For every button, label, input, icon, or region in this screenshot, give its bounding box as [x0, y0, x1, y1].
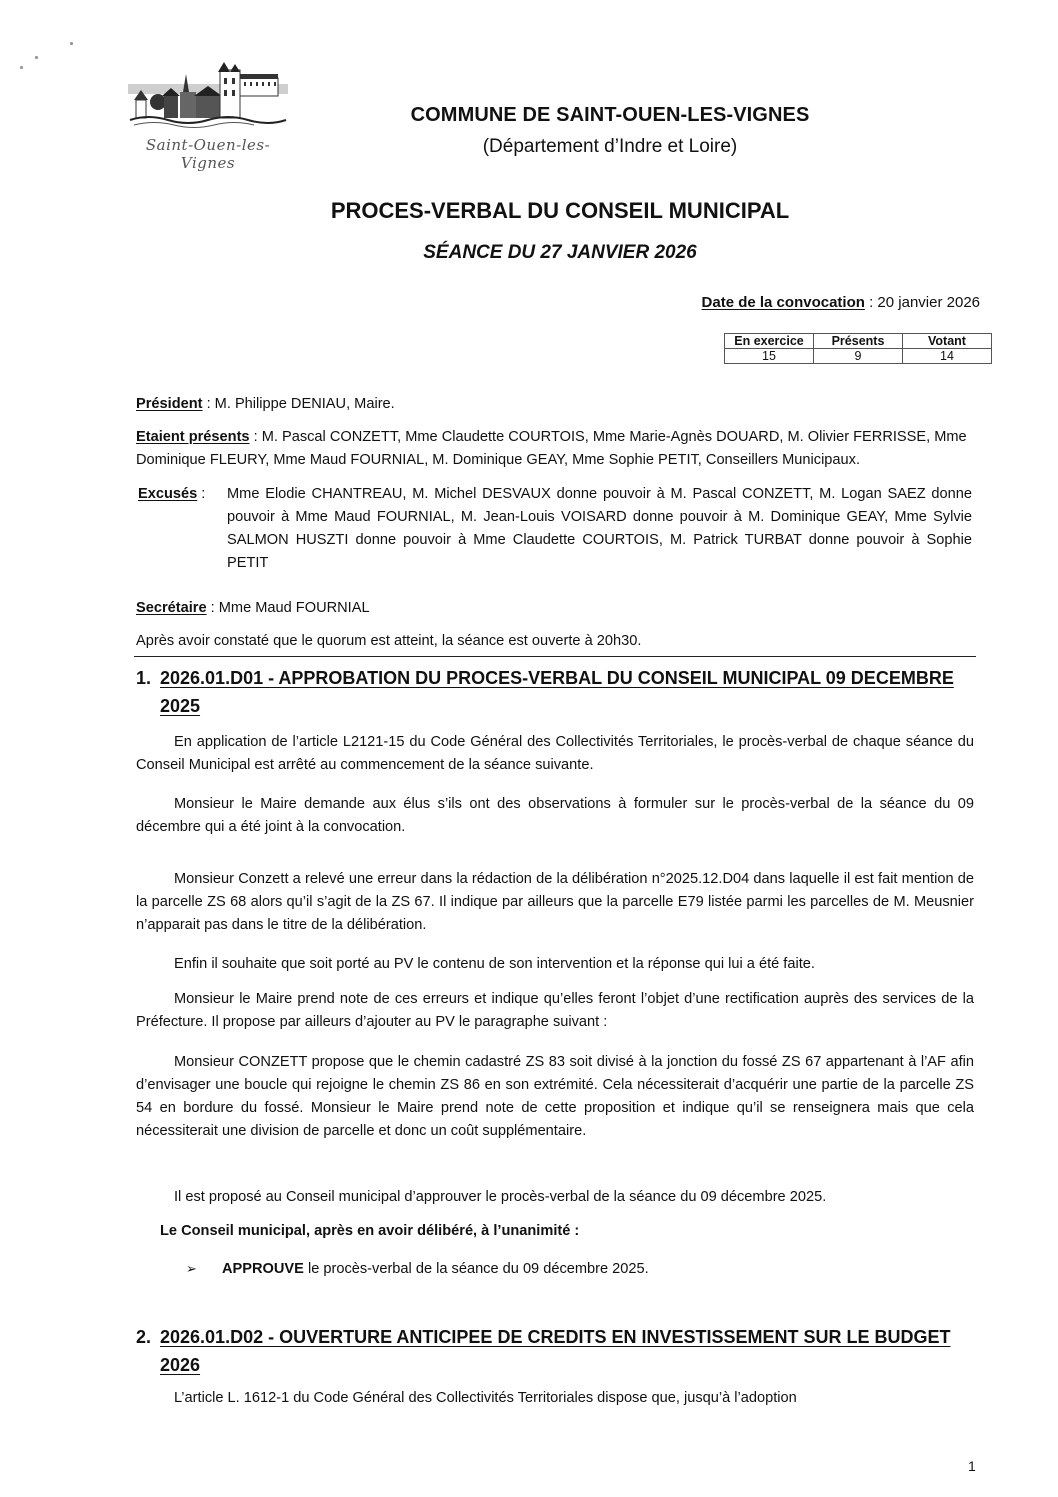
- paragraph: Enfin il souhaite que soit porté au PV le contenu de son intervention et la réponse qui lui a été faite.: [174, 956, 815, 972]
- convocation-separator: :: [864, 294, 878, 311]
- horizontal-divider: [134, 656, 976, 657]
- section-2-heading: [136, 1323, 976, 1379]
- quorum-statement: Après avoir constaté que le quorum est atteint, la séance est ouverte à 20h30.: [136, 633, 642, 649]
- paragraph: Il est proposé au Conseil municipal d’approuver le procès-verbal de la séance du 09 décembre 2025.: [174, 1189, 827, 1205]
- section-number: 2.: [136, 1327, 152, 1347]
- header-en-exercice: En exercice: [725, 334, 814, 349]
- decision-intro: Le Conseil municipal, après en avoir délibéré, à l’unanimité :: [160, 1223, 580, 1239]
- commune-name: COMMUNE DE SAINT-OUEN-LES-VIGNES: [410, 104, 810, 126]
- scan-speck: [20, 66, 23, 69]
- paragraph: Monsieur Conzett a relevé une erreur dans la rédaction de la délibération n°2025.12.D04 dans laquelle il est fait mention de la parcelle ZS 68 alors qu’il s’agit de la ZS 67. Il indique par ailleurs que la parcelle E79 listée parmi les parcelles de M. Meusnier n’apparait pas dans le titre de la délibération.: [136, 871, 974, 933]
- convocation-label: Date de la convocation: [701, 294, 865, 311]
- secretary-label: Secrétaire: [136, 600, 207, 616]
- excused-members: Mme Elodie CHANTREAU, M. Michel DESVAUX donne pouvoir à M. Pascal CONZETT, M. Logan SAEZ donne pouvoir à Mme Maud FOURNIAL, M. Jean-Louis VOISARD donne pouvoir à M. Dominique GEAY, Mme Sylvie SALMON HUSZTI donne pouvoir à Mme Claudette COURTOIS, M. Patrick TURBAT donne pouvoir à Sophie PETIT: [227, 486, 972, 571]
- header-votant: Votant: [903, 334, 992, 349]
- section-title-line1: 2026.01.D02 - OUVERTURE ANTICIPEE DE CREDITS EN INVESTISSEMENT SUR LE BUDGET: [160, 1327, 951, 1347]
- commune-logo: [128, 62, 288, 172]
- section-1-heading: [136, 664, 976, 720]
- excused-label: Excusés: [138, 486, 198, 502]
- decision-verb: APPROUVE: [222, 1261, 304, 1277]
- decision-text: le procès-verbal de la séance du 09 décembre 2025.: [303, 1261, 649, 1277]
- present-members: [136, 426, 974, 472]
- convocation-date: [702, 294, 980, 311]
- table-header-row: [725, 334, 992, 349]
- logo-caption: Saint-Ouen-les-Vignes: [145, 136, 271, 172]
- present-label: Etaient présents: [136, 429, 250, 445]
- paragraph: L’article L. 1612-1 du Code Général des Collectivités Territoriales dispose que, jusqu’à l’adoption: [174, 1390, 797, 1406]
- convocation-value: 20 janvier 2026: [877, 294, 980, 311]
- president-line: [136, 393, 974, 416]
- paragraph: Monsieur CONZETT propose que le chemin cadastré ZS 83 soit divisé à la jonction du fossé ZS 67 appartenant à l’AF afin d’envisager une boucle qui rejoigne le chemin ZS 86 en son extrémité. Cela nécessiterait d’acquérir une partie de la parcelle ZS 54 en bordure du fossé. Monsieur le Maire prend note de cette proposition et indique qu’il se renseignera mais que cela nécessiterait une division de parcelle et donc un coût supplémentaire.: [136, 1054, 974, 1139]
- scan-speck: [70, 42, 73, 45]
- section-title-line1: 2026.01.D01 - APPROBATION DU PROCES-VERBAL DU CONSEIL MUNICIPAL 09 DECEMBRE: [160, 668, 954, 688]
- present-value: : M. Pascal CONZETT, Mme Claudette COURTOIS, Mme Marie-Agnès DOUARD, M. Olivier FERRISSE, Mme Dominique FLEURY, Mme Maud FOURNIAL, M. Dominique GEAY, Mme Sophie PETIT, Conseillers Municipaux.: [136, 429, 967, 468]
- scan-speck: [35, 56, 38, 59]
- value-votant: 14: [903, 349, 992, 364]
- section-title-line2: 2025: [160, 696, 201, 716]
- session-title: SÉANCE DU 27 JANVIER 2026: [423, 242, 697, 263]
- attendance-counts-table: [724, 333, 992, 364]
- page-number: 1: [968, 1458, 976, 1474]
- section-title-line2: 2026: [160, 1355, 201, 1375]
- excused-label-wrap: [138, 483, 205, 506]
- excused-separator: :: [197, 486, 206, 502]
- chateau-illustration-icon: [128, 62, 288, 132]
- department-name: (Département d’Indre et Loire): [482, 136, 738, 157]
- table-row: [725, 349, 992, 364]
- value-presents: 9: [814, 349, 903, 364]
- document-title: PROCES-VERBAL DU CONSEIL MUNICIPAL: [330, 198, 790, 223]
- paragraph: Monsieur le Maire prend note de ces erreurs et indique qu’elles feront l’objet d’une rectification auprès des services de la Préfecture. Il propose par ailleurs d’ajouter au PV le paragraphe suivant :: [136, 991, 974, 1030]
- president-label: Président: [136, 396, 203, 412]
- president-value: : M. Philippe DENIAU, Maire.: [202, 396, 395, 412]
- paragraph: En application de l’article L2121-15 du Code Général des Collectivités Territoriales, le procès-verbal de chaque séance du Conseil Municipal est arrêté au commencement de la séance suivante.: [136, 734, 974, 773]
- header-presents: Présents: [814, 334, 903, 349]
- secretary-line: [136, 597, 974, 620]
- paragraph: Monsieur le Maire demande aux élus s’ils ont des observations à formuler sur le procès-verbal de la séance du 09 décembre qui a été joint à la convocation.: [136, 796, 974, 835]
- secretary-value: : Mme Maud FOURNIAL: [206, 600, 370, 616]
- decision-item: [186, 1257, 649, 1281]
- section-number: 1.: [136, 668, 152, 688]
- value-en-exercice: 15: [725, 349, 814, 364]
- arrow-bullet-icon: ➢: [186, 1261, 197, 1276]
